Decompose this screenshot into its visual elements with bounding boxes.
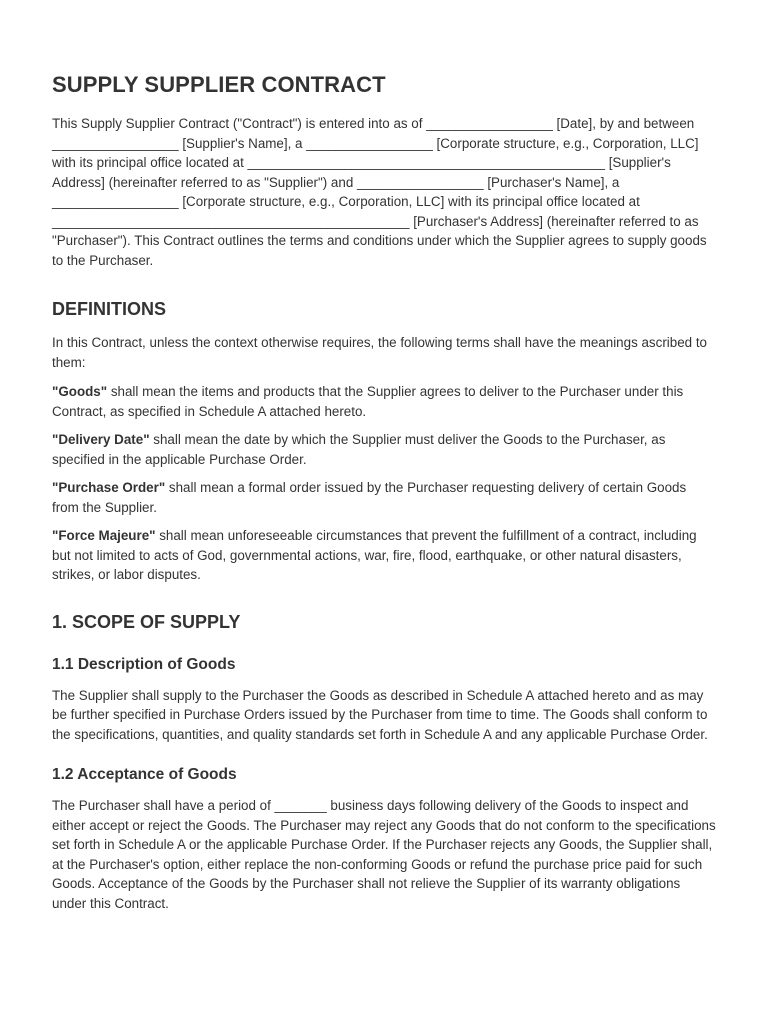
acceptance-of-goods-text: The Purchaser shall have a period of _______ business days following delivery of the Goods to inspect and either accept or reject the Goods. The Purchaser may reject any Goods that do not conform to the specifications set forth in Schedule A or the applicable Purchase Order. If the Purchaser rejects any Goods, the Supplier shall, at the Purchaser's option, either replace the non-conforming Goods or refund the purchase price paid for such Goods. Acceptance of the Goods by the Purchaser shall not relieve the Supplier of its warranty obligations under this Contract. [52, 798, 716, 911]
definition-delivery-date [52, 430, 716, 469]
definition-text: shall mean the items and products that the Supplier agrees to deliver to the Purchaser under this Contract, as specified in Schedule A attached hereto. [52, 384, 684, 419]
definition-term: "Purchase Order" [52, 480, 166, 495]
document-title: SUPPLY SUPPLIER CONTRACT [52, 72, 386, 97]
definition-text: shall mean unforeseeable circumstances that prevent the fulfillment of a contract, including but not limited to acts of God, governmental actions, war, fire, flood, earthquake, or other natural disasters, strikes, or labor disputes. [52, 528, 697, 582]
definition-term: "Force Majeure" [52, 528, 156, 543]
definition-purchase-order [52, 478, 716, 517]
definition-text: shall mean the date by which the Supplier must deliver the Goods to the Purchaser, as specified in the applicable Purchase Order. [52, 432, 666, 467]
description-of-goods-text: The Supplier shall supply to the Purchaser the Goods as described in Schedule A attached hereto and as may be further specified in Purchase Orders issued by the Purchaser from time to time. The Goods shall conform to the specifications, quantities, and quality standards set forth in Schedule A and any applicable Purchase Order. [52, 687, 708, 742]
definitions-heading: DEFINITIONS [52, 299, 167, 319]
definition-text: shall mean a formal order issued by the Purchaser requesting delivery of certain Goods from the Supplier. [52, 480, 687, 515]
scope-heading: 1. SCOPE OF SUPPLY [52, 611, 241, 632]
description-of-goods-heading: 1.1 Description of Goods [52, 655, 236, 673]
definition-force-majeure [52, 526, 716, 585]
acceptance-of-goods-heading: 1.2 Acceptance of Goods [52, 766, 237, 783]
definition-term: "Delivery Date" [52, 432, 150, 447]
contract-page [52, 70, 716, 913]
definition-term: "Goods" [52, 384, 108, 399]
definitions-intro: In this Contract, unless the context otherwise requires, the following terms shall have the meanings ascribed to them: [52, 335, 707, 370]
definition-goods [52, 382, 716, 421]
intro-paragraph: This Supply Supplier Contract ("Contract") is entered into as of _________________ [Date], by and between _________________ [Supplier's Name], a _________________ [Corporate structure, e.g., Corporation, LLC] with its principal office located at ________________________________________________ [Supplier's Address] (hereinafter referred to as "Supplier") and _________________ [Purchaser's Name], a _________________ [Corporate structure, e.g., Corporation, LLC] with its principal office located at ________________________________________________ [Purchaser's Address] (hereinafter referred to as "Purchaser"). This Contract outlines the terms and conditions under which the Supplier agrees to supply goods to the Purchaser. [52, 116, 707, 268]
